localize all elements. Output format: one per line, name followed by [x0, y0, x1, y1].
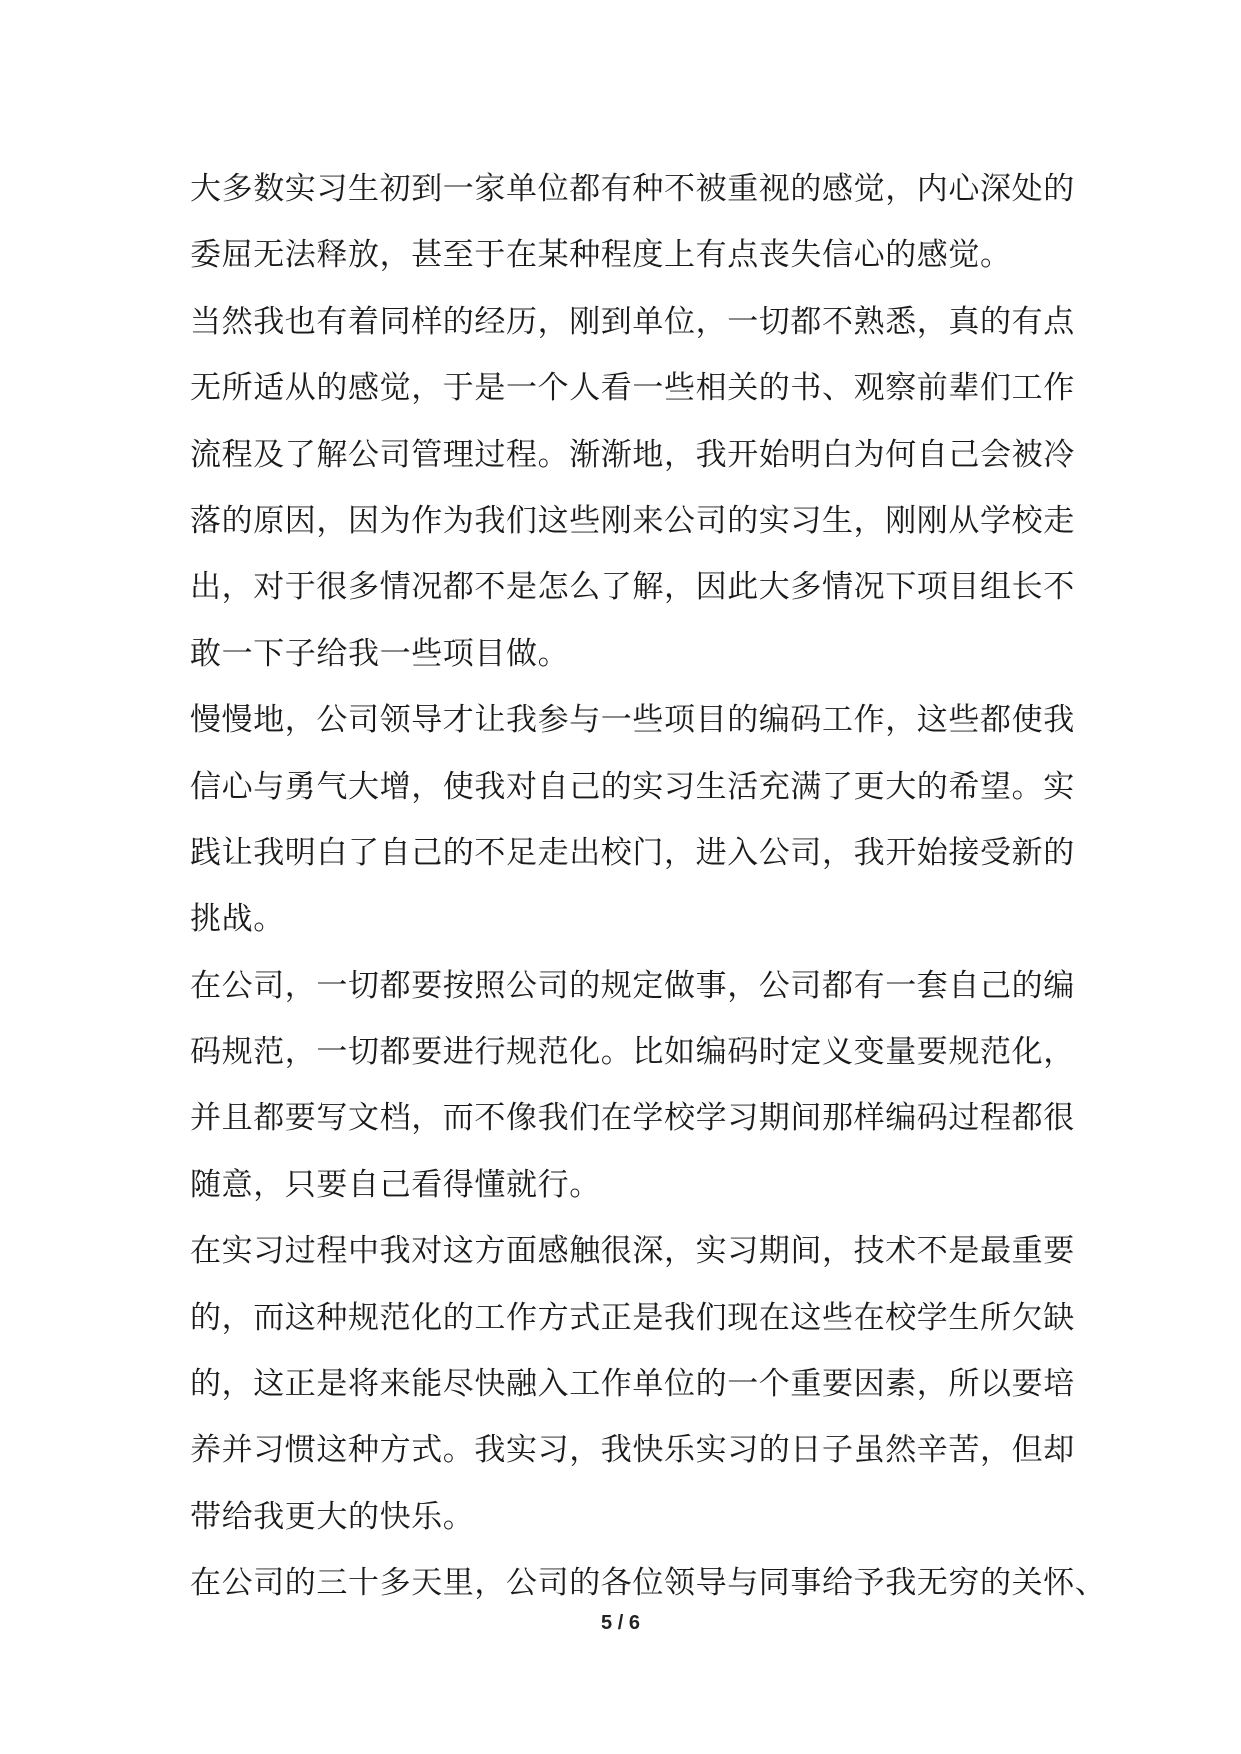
text-line: 码规范，一切都要进行规范化。比如编码时定义变量要规范化， [190, 1034, 1075, 1071]
text-line: 流程及了解公司管理过程。渐渐地，我开始明白为何自己会被冷 [190, 436, 1075, 473]
text-line: 带给我更大的快乐。 [190, 1498, 475, 1535]
text-line: 慢慢地，公司领导才让我参与一些项目的编码工作，这些都使我 [190, 702, 1075, 739]
text-line: 委屈无法释放，甚至于在某种程度上有点丧失信心的感觉。 [190, 237, 1012, 274]
text-line: 在公司，一切都要按照公司的规定做事，公司都有一套自己的编 [190, 967, 1075, 1004]
text-line: 践让我明白了自己的不足走出校门，进入公司，我开始接受新的 [190, 834, 1075, 871]
text-line: 敢一下子给我一些项目做。 [190, 635, 570, 672]
text-line: 的，这正是将来能尽快融入工作单位的一个重要因素，所以要培 [190, 1366, 1075, 1403]
text-line: 信心与勇气大增，使我对自己的实习生活充满了更大的希望。实 [190, 768, 1075, 805]
text-line: 无所适从的感觉，于是一个人看一些相关的书、观察前辈们工作 [190, 370, 1075, 407]
text-line: 当然我也有着同样的经历，刚到单位，一切都不熟悉，真的有点 [190, 303, 1075, 340]
text-line: 挑战。 [190, 901, 285, 938]
text-line: 大多数实习生初到一家单位都有种不被重视的感觉，内心深处的 [190, 171, 1075, 207]
text-line: 的，而这种规范化的工作方式正是我们现在这些在校学生所欠缺 [190, 1299, 1075, 1336]
text-line: 出，对于很多情况都不是怎么了解，因此大多情况下项目组长不 [190, 569, 1075, 606]
text-line: 在实习过程中我对这方面感触很深，实习期间，技术不是最重要 [190, 1233, 1075, 1270]
body-text [190, 156, 1107, 1617]
text-line: 落的原因，因为作为我们这些刚来公司的实习生，刚刚从学校走 [190, 502, 1075, 539]
text-line: 在公司的三十多天里，公司的各位领导与同事给予我无穷的关怀、 [190, 1565, 1107, 1602]
text-line: 并且都要写文档，而不像我们在学校学习期间那样编码过程都很 [190, 1100, 1075, 1137]
page-number: 5 / 6 [601, 1612, 640, 1634]
text-line: 养并习惯这种方式。我实习，我快乐实习的日子虽然辛苦，但却 [190, 1432, 1075, 1469]
text-line: 随意，只要自己看得懂就行。 [190, 1166, 601, 1203]
